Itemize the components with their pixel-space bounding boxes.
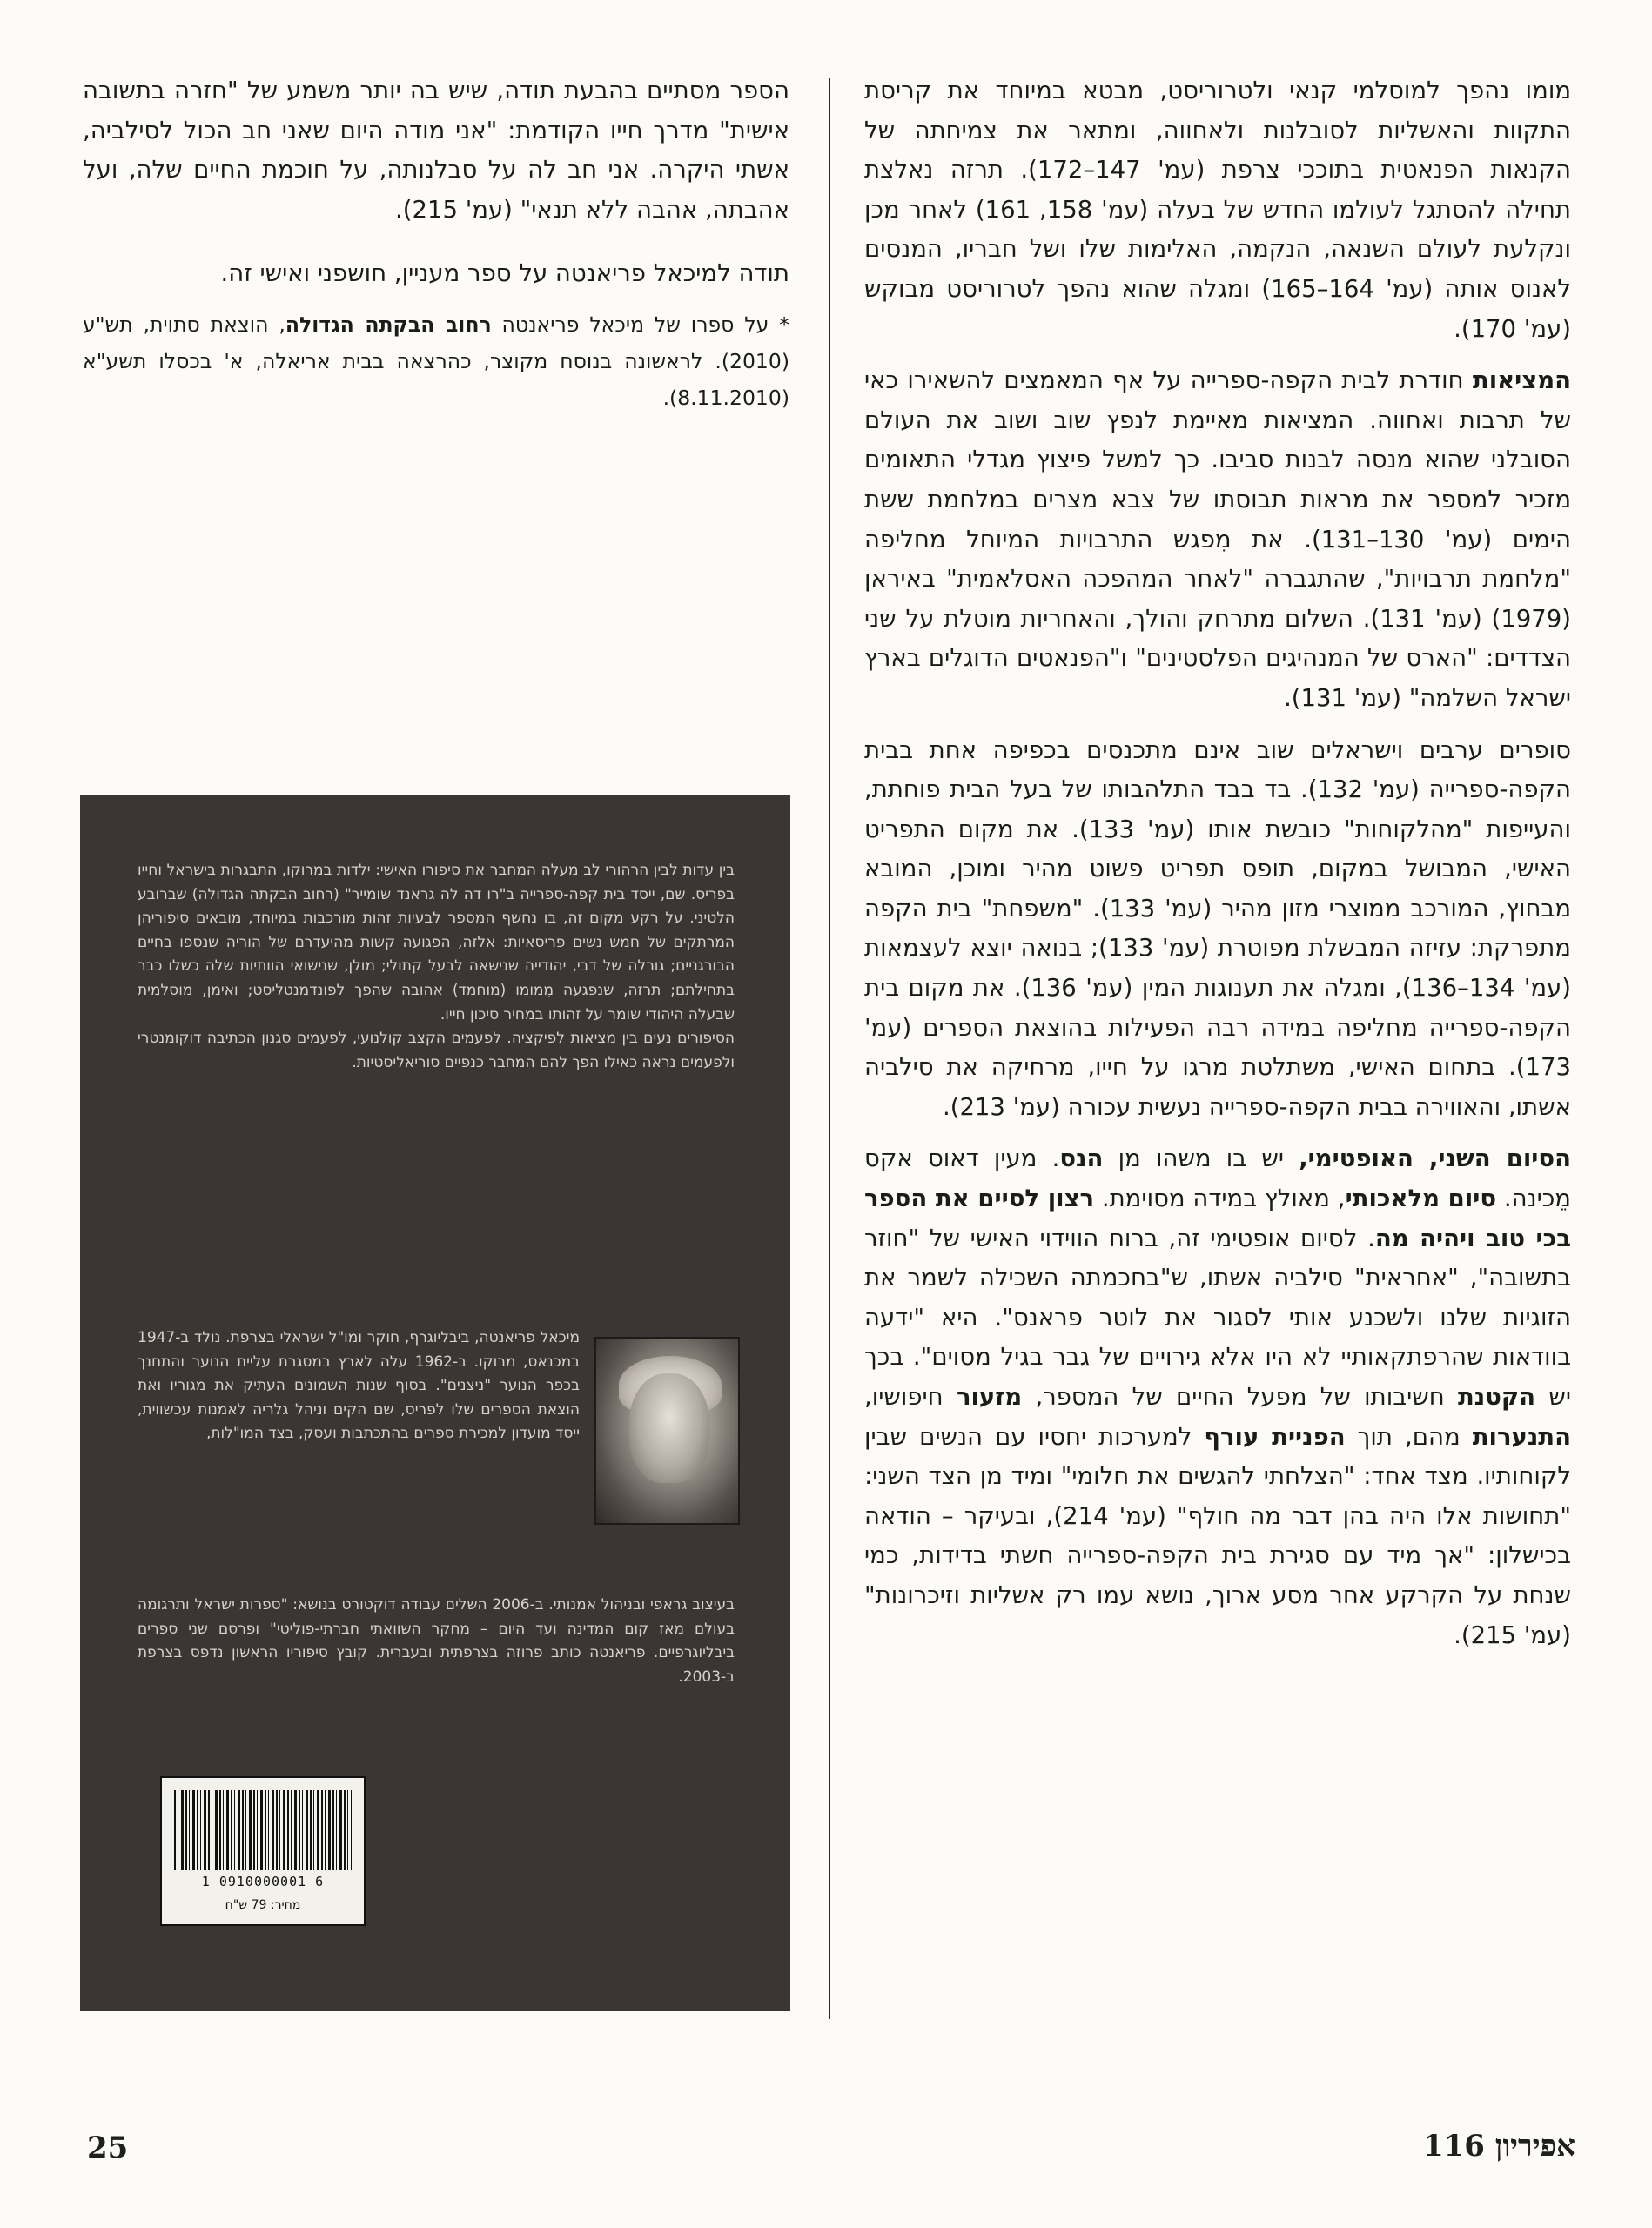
right-paragraph-2 [864,361,1571,718]
page-number: 25 [87,2131,129,2165]
right-paragraph-4 [864,1139,1571,1655]
cover-blurb [138,859,735,1075]
right-column [864,71,1571,1655]
author-photo-face [629,1373,709,1483]
journal-issue: אפיריון 116 [1422,2129,1575,2164]
footnote-book-title: רחוב הבקתה הגדולה [285,312,492,337]
emph-2: הנס [1059,1144,1104,1173]
cover-author-bio-continued: בעיצוב גראפי ובניהול אמנותי. ב-2006 השלים עבודה דוקטורט בנושא: "ספרות ישראל ותרגומה בעולם מאז קום המדינה ועד היום – מחקר השוואתי חברתי-פוליטי" ופרסם שני ספרים ביבליוגרפיים. פריאנטה כותב פרוזה בצרפתית ובעברית. קובץ סיפוריו הראשון נדפס בצרפת ב-2003. [138,1596,735,1686]
text-5: חשיבותו של מפעל החיים של המספר, [1022,1383,1458,1411]
barcode-icon [174,1790,352,1870]
right-paragraph-1: מומו נהפך למוסלמי קנאי ולטרוריסט, מבטא במיוחד את קריסת התקוות והאשליות לסובלנות ולאחווה, ומתאר את צמיחתה של הקנאות הפנאטית בתוככי צרפת (עמ' 147–172). תרזה נאלצת תחילה להסתגל לעולמו החדש של בעלה (עמ' 158, 161) לאחר מכן ונקלעת לעולם השנאה, הנקמה, האלימות שלו ושל חבריו, המנסים לאנוס אותה (עמ' 164–165) ומגלה שהוא נהפך לטרוריסט מבוקש (עמ' 170). [864,77,1571,343]
footnote-text-2: , הוצאת סתוית, תש"ע (2010). לראשונה בנוסח מקוצר, כהרצאה בבית אריאלה, א' בכסלו תשע"א (8.11.2010). [83,312,789,410]
column-divider [829,78,830,2019]
barcode-label [160,1776,366,1926]
left-column [83,71,789,428]
cover-author-bio: מיכאל פריאנטה, ביבליוגרף, חוקר ומו"ל ישראלי בצרפת. נולד ב-1947 במכנאס, מרוקו. ב-1962 עלה לארץ במסגרת עליית הנוער והתחנך בכפר הנוער "ניצנים". בסוף שנות השמונים העתיק את מגוריו ואת הוצאת הספרים שלו לפריס, שם הקים וניהל גלריה לאמנות עכשווית, ייסד מועדון למכירת ספרים בהתכתבות ועסק, בצד המו"לות, [138,1329,580,1443]
emph-7: התנערות [1472,1422,1571,1451]
barcode-number: 1 0910000001 6 [201,1874,325,1889]
text-7: מהם, תוך [1345,1422,1473,1451]
left-paragraph-1: הספר מסתיים בהבעת תודה, שיש בה יותר משמע של "חזרה בתשובה אישית" מדרך חייו הקודמת: "אני מודה היום שאני חב הכול לסילביה, אשתי היקרה. אני חב לה על סבלנותה, על חוכמת החיים שלה, ועל אהבתה, אהבה ללא תנאי" (עמ' 215). [83,77,789,224]
emph-4: רצון לסיים את הספר בכי טוב ויהיה מה [864,1184,1571,1252]
text-1: יש בו משהו מן [1103,1144,1299,1173]
emph-6: מזעור [956,1383,1023,1411]
book-back-cover [80,795,790,2011]
text-6: חיפושיו, [864,1383,957,1411]
right-paragraph-3: סופרים ערבים וישראלים שוב אינם מתכנסים בכפיפה אחת בבית הקפה-ספרייה (עמ' 132). בד בבד התלהבותו של בעל הבית פוחתת, והעייפות "מהלקוחות" כובשת אותו (עמ' 133). את מקום התפריט האישי, המבושל במקום, תופס תפריט פשוט מהיר ומוכן, המובא מבחוץ, המורכב ממוצרי מזון מהיר (עמ' 133). "משפחת" בית הקפה מתפרקת: עזיזה המבשלת מפוטרת (עמ' 133); בנואה יוצא לעצמאות (עמ' 134–136), ומגלה את תענוגות המין (עמ' 136). את מקום בית הקפה-ספרייה מחליפה במידה רבה הפעילות בהוצאת הספרים (עמ' 173). בתחום האישי, משתלטת מרגו על חייו, מרחיקה את סילביה אשתו, והאווירה בבית הקפה-ספרייה נעשית עכורה (עמ' 213). [864,735,1572,1121]
text-3: , מאולץ במידה מסוימת. [1094,1184,1346,1213]
right-paragraph-2-text: חודרת לבית הקפה-ספרייה על אף המאמצים להשאירו כאי של תרבות ואחווה. המציאות מאיימת לנפץ שוב ושוב את העולם הסובלני שהוא מנסה לבנות סביבו. כך למשל פיצוץ מגדלי התאומים מזכיר למספר את מראות תבוסתו של צבא מצרים במלחמת ששת הימים (עמ' 130–131). את מִפגש התרבויות המיוחל מחליפה "מלחמת תרבויות", שהתגברה "לאחר המהפכה האסלאמית" באיראן (1979) (עמ' 131). השלום מתרחק והולך, והאחריות מוטלת על שני הצדדים: "הארס של המנהיגים הפלסטינים" ו"הפנאטים הדוגלים בארץ ישראל השלמה" (עמ' 131). [864,366,1571,712]
cover-blurb-paragraph-1: בין עדות לבין הרהורי לב מעלה המחבר את סיפורו האישי: ילדות במרוקו, התבגרות בישראל וחייו בפריס. שם, ייסד בית קפה-ספרייה ב"רו דה לה גראנד שומייר" (רחוב הבקתה הגדולה) שברובע הלטיני. על רקע מקום זה, בו נחשף המספר לבעיות זהות מורכבות במיוחד, מובאים סיפוריהן המרתקים של חמש נשים פריסאיות: אלזה, הפגועה קשות מהיעדרם של הוריה שנספו בחיים הבורגניים; גורלה של דבי, יהודייה שנישאה לבעל קתולי; מולן, שנישואי הוותיות שלה כשלו כבר בתחילתם; תרזה, שנפגעה מִמומו (מוחמד) אהובה שהפך לפונדמנטליסט; ואימן, מוסלמית שבעלה היהודי שומר על זהותו במחיר סיכון חייו. [138,862,735,1023]
left-paragraph-2: תודה למיכאל פריאנטה על ספר מעניין, חושפני ואישי זה. [220,259,789,288]
author-photo [594,1337,740,1525]
book-price: מחיר: 79 ש"ח [225,1898,301,1912]
text-8: למערכות יחסיו עם הנשים שבין לקוחותיו. מצד אחד: "הצלחתי להגשים את חלומי" ומיד מן הצד השני: "תחושות אלו היה בהן דבר מה חולף" (עמ' 214), ובעיקר – הודאה בכישלון: "אך מיד עם סגירת בית הקפה-ספרייה חשתי בדידות, כמי שנחת על הקרקע אחר מסע ארוך, נושא עמו רק אשליות וזיכרונות" (עמ' 215). [864,1422,1571,1649]
text-4: . לסיום אופטימי זה, ברוח הווידוי האישי של "חוזר בתשובה", "אחראית" סילביה אשתו, ש"בחכמתה השכילה לשמר את הזוגיות שלנו ולשכנע אותי לסגור את לוטר פראנס". היא "ידעה בוודאות שהרפתקאותיי לא היו אלא גירויים של גבר בגיל מסוים". בכך יש [864,1224,1571,1411]
text-2: . מעין דאוס אקס מֵכינה. [864,1144,1571,1213]
right-paragraph-2-bold: המציאות [1472,366,1571,395]
footnote [83,306,789,416]
emph-5: הקטנת [1458,1383,1536,1411]
footnote-text-1: * על ספרו של מיכאל פריאנטה [491,312,789,337]
emph-1: הסיום השני, האופטימי, [1299,1144,1571,1173]
emph-8: הפניית עורף [1204,1422,1346,1451]
cover-blurb-paragraph-2: הסיפורים נעים בין מציאות לפיקציה. לפעמים הקצב קולנועי, לפעמים סגנון הכתיבה דוקומנטרי ולפעמים נראה כאילו הפך להם המחבר כנפיים סוריאליסטיות. [138,1030,735,1071]
emph-3: סיום מלאכותי [1345,1184,1497,1213]
